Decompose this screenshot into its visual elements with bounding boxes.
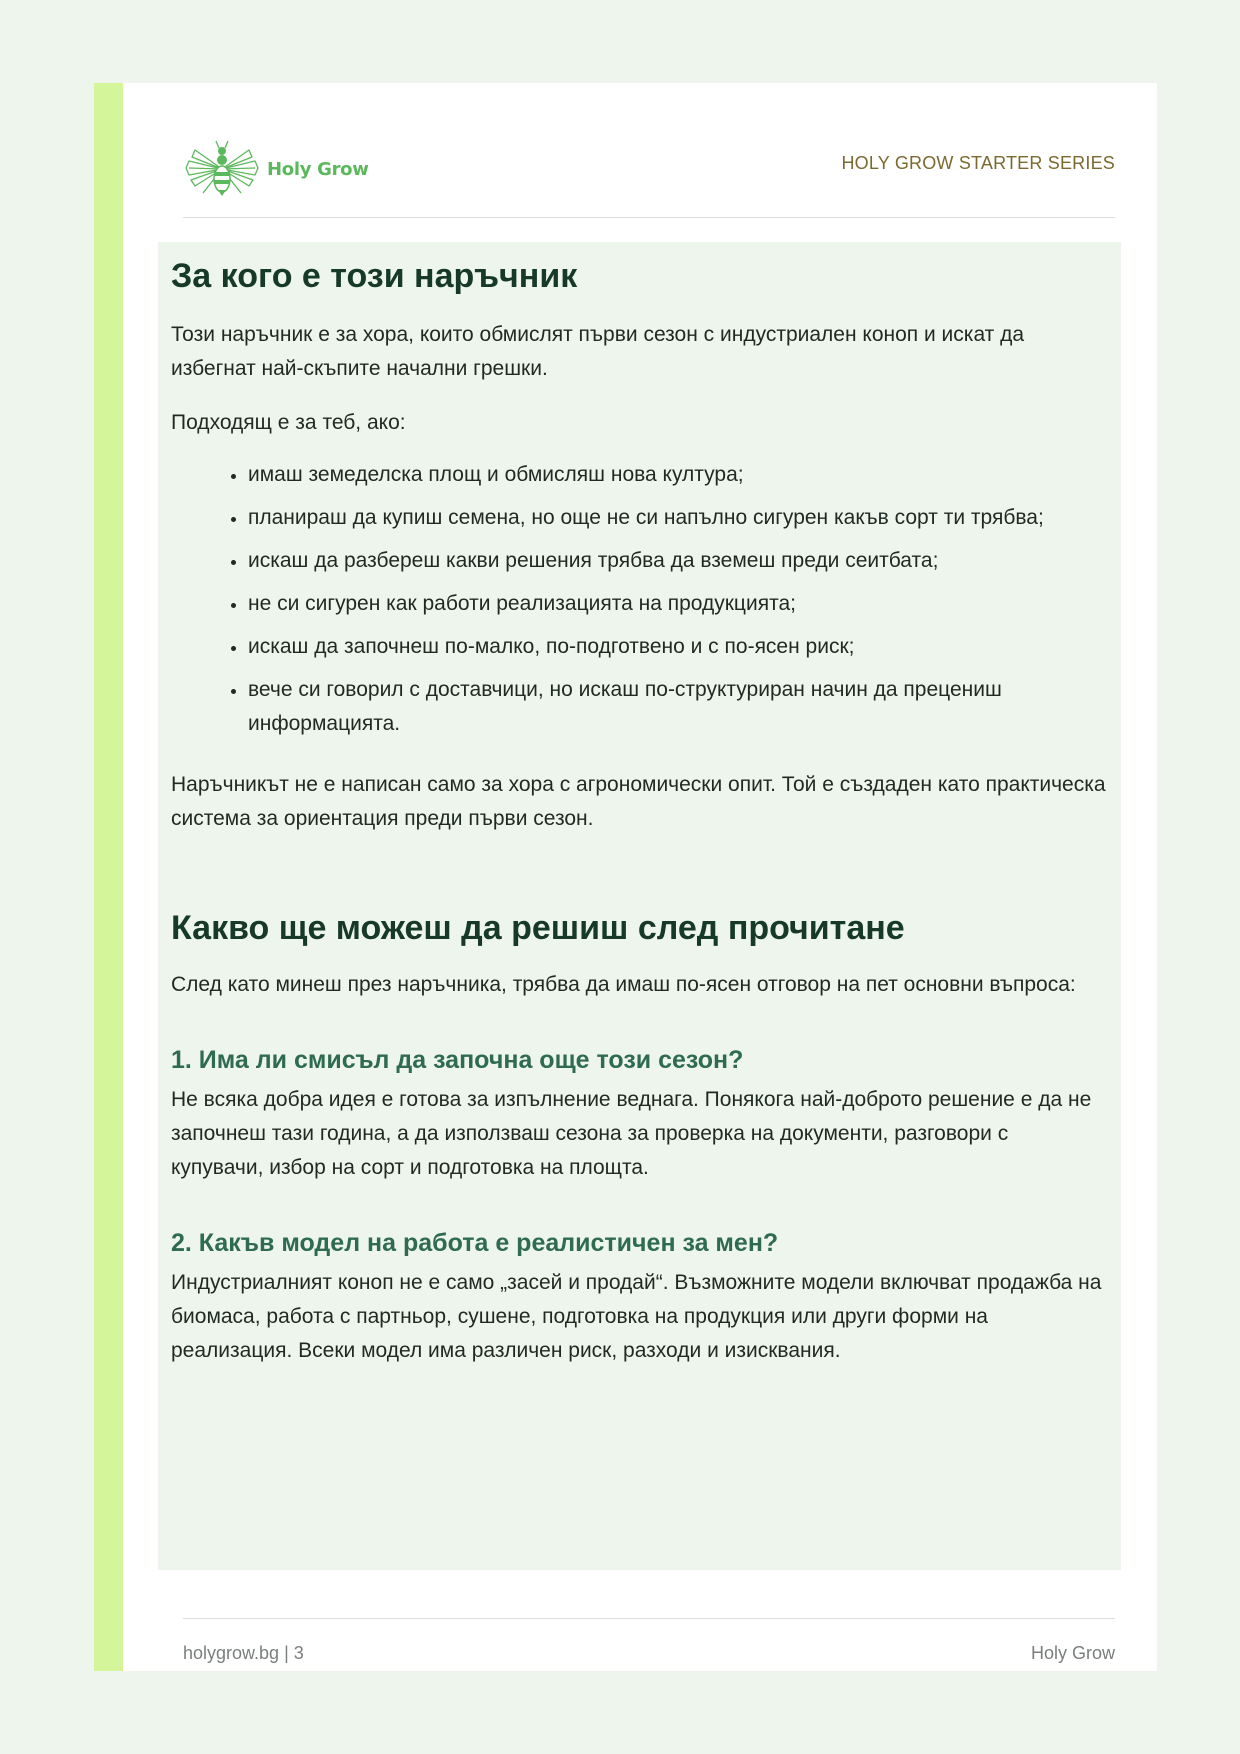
footer-brand: Holy Grow bbox=[1030, 1643, 1115, 1663]
audience-list bbox=[171, 458, 1106, 741]
list-item: • имаш земеделска площ и обмисляш нова култура; bbox=[248, 458, 1106, 492]
audience-closing: Наръчникът не е написан само за хора с агрономически опит. Той е създаден като практическа система за ориентация преди първи сезон. bbox=[171, 773, 1106, 830]
section-title-decisions: Какво ще можеш да решиш след прочитане bbox=[171, 909, 905, 947]
question-1-title: 1. Има ли смисъл да започна още този сезон? bbox=[171, 1046, 744, 1074]
content-card bbox=[158, 242, 1121, 1570]
audience-intro: Този наръчник е за хора, които обмислят първи сезон с индустриален коноп и искат да избегнат най-скъпите начални грешки. bbox=[171, 323, 1025, 380]
page-footer bbox=[183, 1618, 1115, 1672]
document-page bbox=[94, 83, 1157, 1671]
audience-lead: Подходящ е за теб, ако: bbox=[171, 411, 406, 434]
section-title-audience: За кого е този наръчник bbox=[171, 257, 578, 295]
accent-bar bbox=[94, 83, 123, 1671]
list-item: • вече си говорил с доставчици, но искаш по-структуриран начин да прецениш информацията. bbox=[248, 673, 1106, 741]
list-item: • планираш да купиш семена, но още не си напълно сигурен какъв сорт ти трябва; bbox=[248, 501, 1106, 535]
question-2-text: Индустриалният коноп не е само „засей и продай“. Възможните модели включват продажба на биомаса, работа с партньор, сушене, подготовка на продукция или други форми на реализация. Всеки модел има различен риск, разходи и изисквания. bbox=[171, 1271, 1102, 1362]
list-item: • не си сигурен как работи реализацията на продукцията; bbox=[248, 587, 1106, 621]
logo-text: Holy Grow bbox=[267, 158, 369, 180]
list-item: • искаш да започнеш по-малко, по-подготвено и с по-ясен риск; bbox=[248, 630, 1106, 664]
page-header bbox=[183, 135, 1115, 218]
question-1-text: Не всяка добра идея е готова за изпълнение веднага. Понякога най-доброто решение е да не започнеш тази година, а да използваш сезона за проверка на документи, разговори с купувачи, избор на сорт и подготовка на площта. bbox=[171, 1088, 1092, 1179]
footer-page-number: holygrow.bg | 3 bbox=[183, 1643, 304, 1663]
bee-leaf-icon bbox=[183, 138, 261, 200]
decisions-intro: След като минеш през наръчника, трябва да имаш по-ясен отговор на пет основни въпроса: bbox=[171, 973, 1076, 996]
logo bbox=[183, 135, 369, 203]
list-item: • искаш да разбереш какви решения трябва да вземеш преди сеитбата; bbox=[248, 544, 1106, 578]
series-label: HOLY GROW STARTER SERIES bbox=[841, 153, 1115, 173]
question-2-title: 2. Какъв модел на работа е реалистичен за мен? bbox=[171, 1229, 779, 1257]
content-inner bbox=[171, 256, 1106, 1368]
